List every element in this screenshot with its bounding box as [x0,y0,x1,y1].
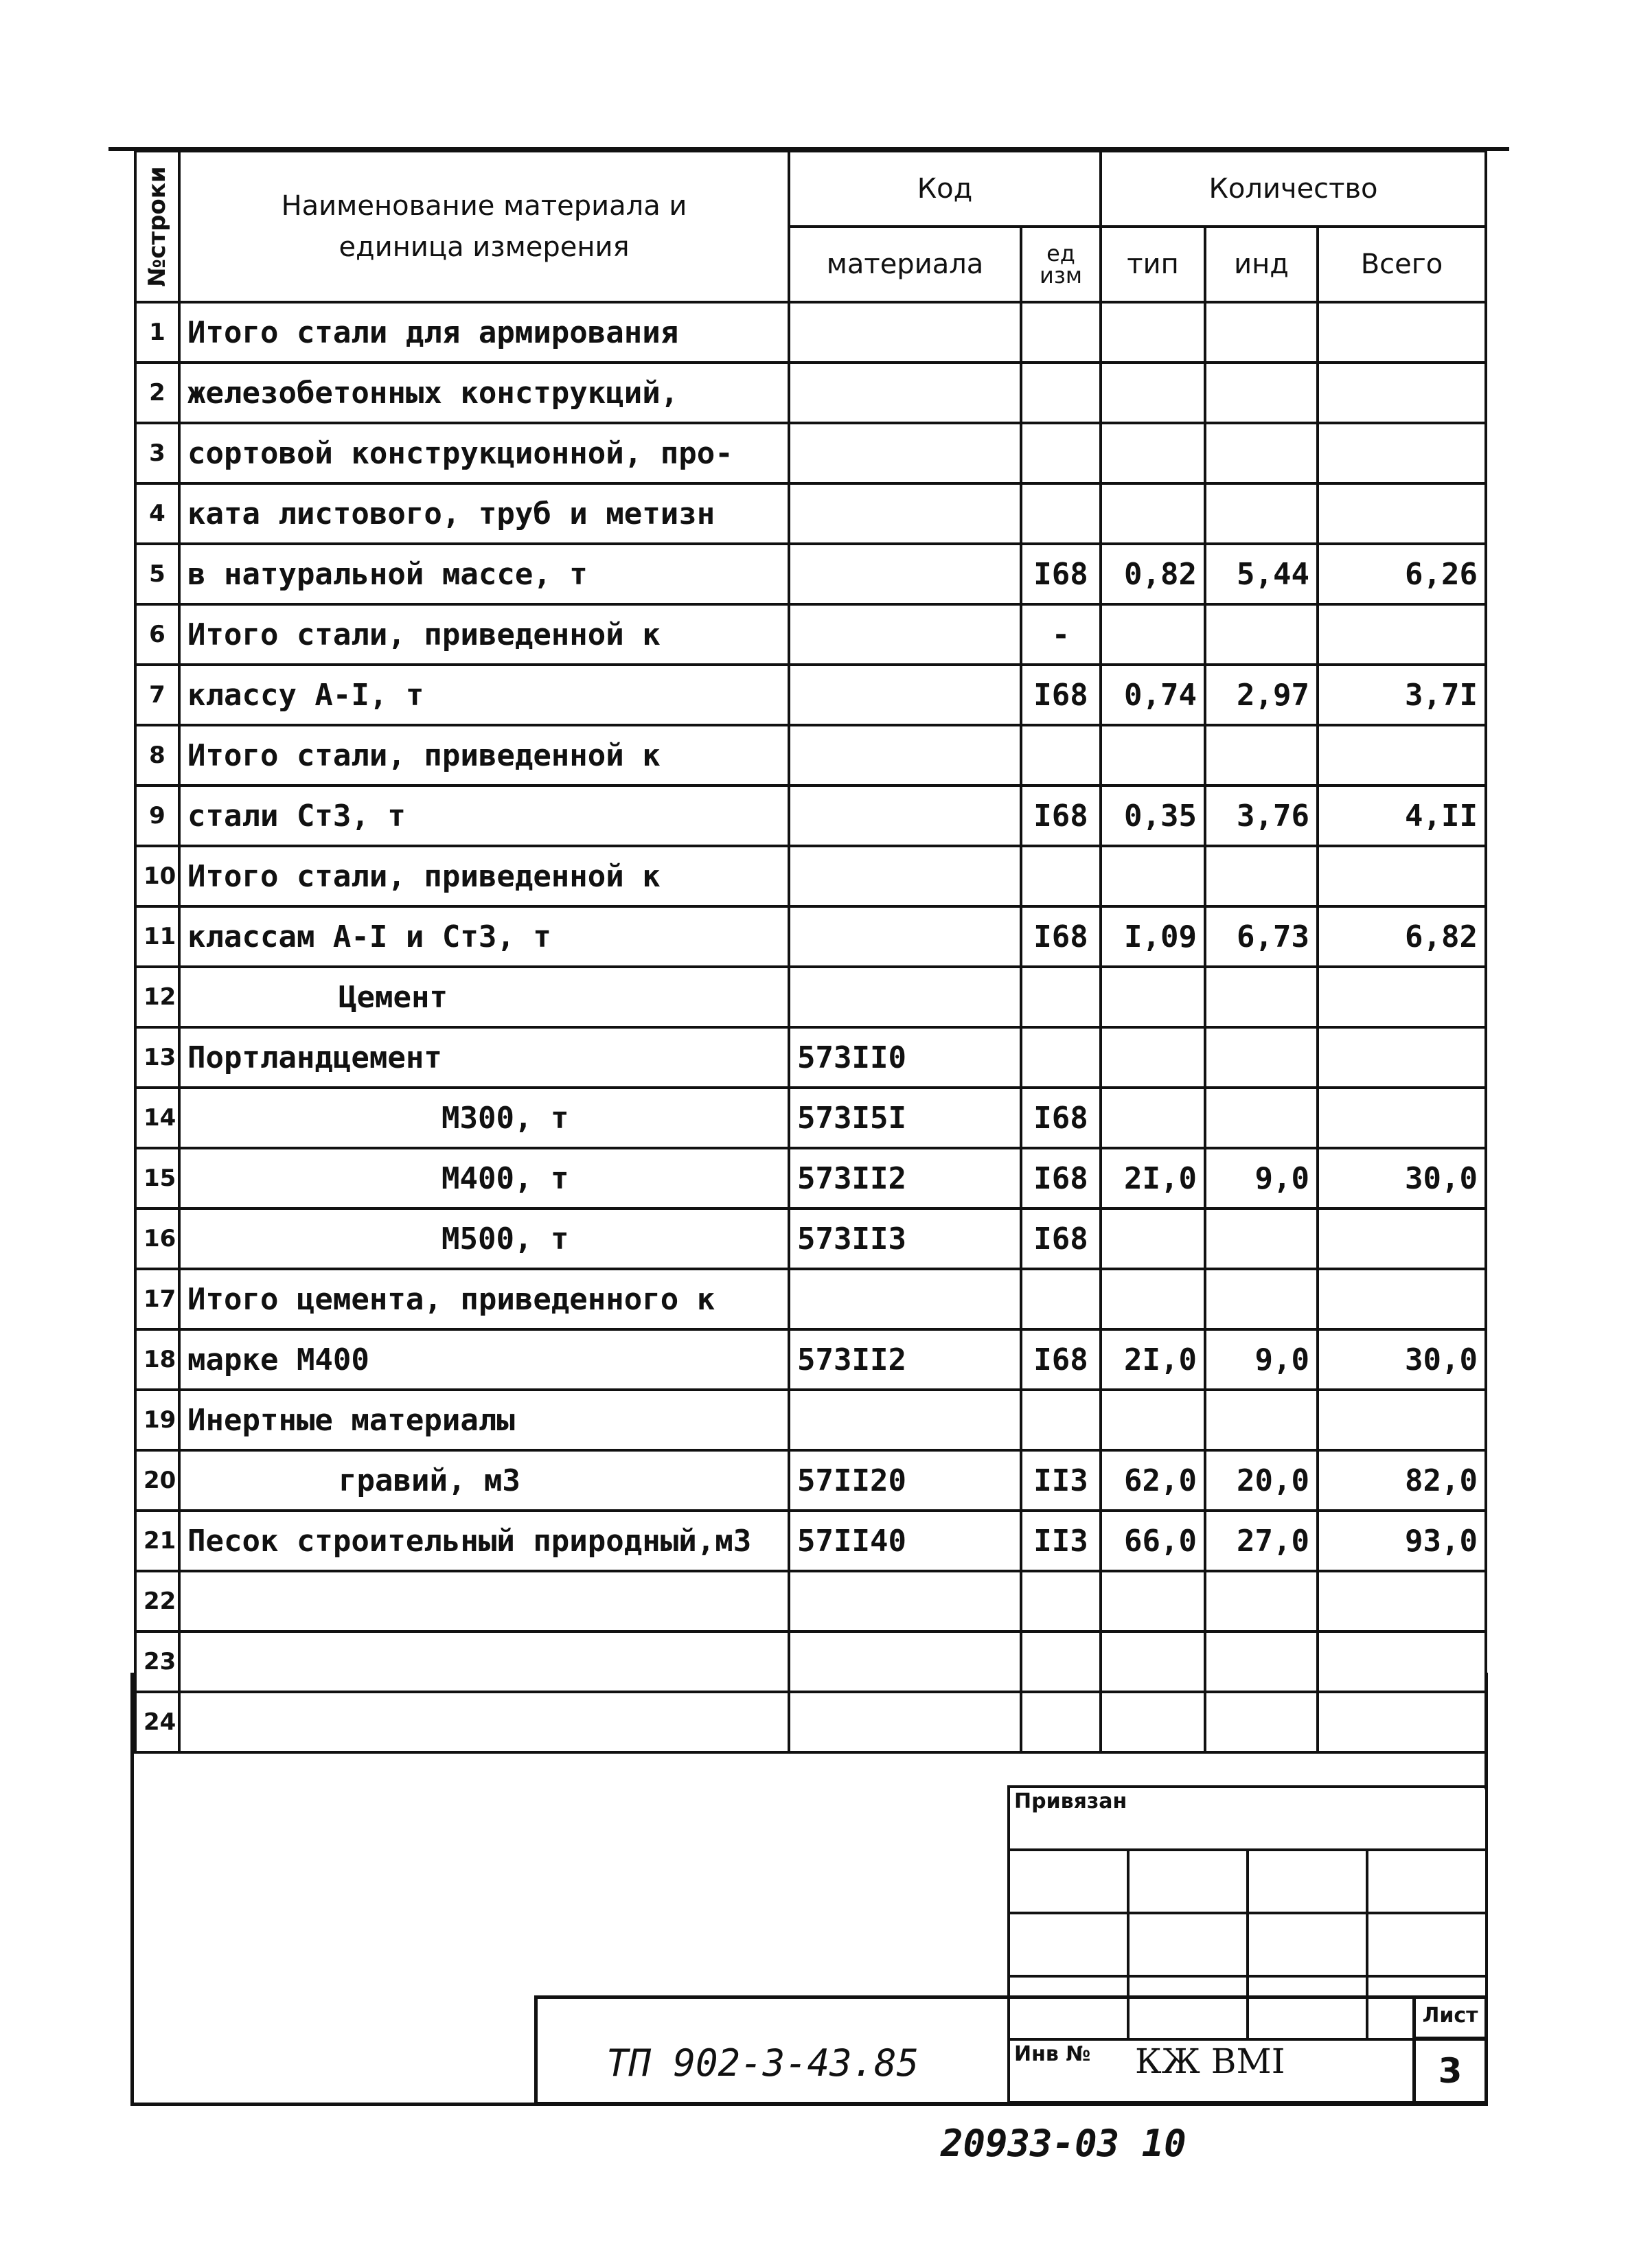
row-name: Итого стали для армирования [179,302,789,363]
sheet-label: Лист [1416,1995,1484,2040]
row-name: Портландцемент [179,1027,789,1088]
row-number: 9 [135,786,179,846]
row-unit-code: I68 [1021,786,1101,846]
row-qty-total [1318,1088,1486,1148]
row-number: 14 [135,1088,179,1148]
row-qty-ind [1205,423,1318,483]
row-material-code [789,1692,1021,1752]
row-number: 2 [135,363,179,423]
row-material-code [789,1571,1021,1631]
row-name: Итого стали, приведенной к [179,604,789,665]
row-qty-typ [1101,1209,1205,1269]
row-qty-total [1318,1209,1486,1269]
table-row [135,725,1486,786]
row-qty-total [1318,1390,1486,1450]
row-unit-code [1021,1631,1101,1692]
row-unit-code [1021,1027,1101,1088]
row-number: 20 [135,1450,179,1511]
row-qty-typ [1101,1088,1205,1148]
row-material-code [789,423,1021,483]
row-material-code [789,846,1021,906]
row-unit-code: II3 [1021,1511,1101,1571]
row-number: 19 [135,1390,179,1450]
row-material-code [789,302,1021,363]
row-qty-typ [1101,846,1205,906]
table-row [135,1571,1486,1631]
binding-label: Привязан [1009,1787,1487,1850]
table-row [135,1088,1486,1148]
row-qty-ind [1205,1269,1318,1329]
row-qty-ind [1205,604,1318,665]
table-row [135,1511,1486,1571]
row-qty-ind: 2,97 [1205,665,1318,725]
row-name: марке М400 [179,1329,789,1390]
row-unit-code [1021,363,1101,423]
row-qty-typ: 0,35 [1101,786,1205,846]
row-name: Итого стали, приведенной к [179,846,789,906]
row-qty-ind [1205,1209,1318,1269]
bottom-border-line [130,2103,1488,2106]
row-material-code [789,1390,1021,1450]
row-qty-total [1318,1571,1486,1631]
table-row [135,786,1486,846]
row-material-code [789,363,1021,423]
row-qty-ind [1205,967,1318,1027]
row-qty-typ [1101,1269,1205,1329]
row-material-code [789,906,1021,967]
frame-left [130,1673,134,2105]
row-qty-typ [1101,423,1205,483]
row-material-code [789,1269,1021,1329]
row-qty-total [1318,1027,1486,1088]
row-number: 24 [135,1692,179,1752]
row-qty-ind [1205,1390,1318,1450]
header-unit: ед изм [1021,227,1101,302]
header-typ: тип [1101,227,1205,302]
row-number: 21 [135,1511,179,1571]
row-qty-total [1318,1269,1486,1329]
row-qty-ind [1205,725,1318,786]
row-name: М400, т [179,1148,789,1209]
materials-table [134,150,1487,1754]
row-name: в натуральной массе, т [179,544,789,604]
row-qty-ind: 27,0 [1205,1511,1318,1571]
row-qty-total: 93,0 [1318,1511,1486,1571]
row-qty-ind [1205,1631,1318,1692]
archive-number: 20933-03 10 [941,2122,1186,2165]
row-unit-code: I68 [1021,1329,1101,1390]
row-qty-total [1318,725,1486,786]
row-qty-typ: 66,0 [1101,1511,1205,1571]
row-qty-total: 30,0 [1318,1329,1486,1390]
row-qty-ind: 20,0 [1205,1450,1318,1511]
row-name [179,1631,789,1692]
header-name: Наименование материала и единица измерения [179,151,789,302]
row-name: М500, т [179,1209,789,1269]
row-qty-total: 3,7I [1318,665,1486,725]
row-material-code [789,604,1021,665]
row-material-code [789,665,1021,725]
row-name: классам А-I и Ст3, т [179,906,789,967]
row-qty-total: 6,82 [1318,906,1486,967]
title-block [534,1995,1488,2105]
table-row [135,483,1486,544]
table-row [135,1269,1486,1329]
row-qty-total: 82,0 [1318,1450,1486,1511]
row-unit-code [1021,1692,1101,1752]
row-unit-code: II3 [1021,1450,1101,1511]
row-name: Итого цемента, приведенного к [179,1269,789,1329]
row-qty-total [1318,1631,1486,1692]
sheet-cell [1412,1995,1484,2105]
row-name: Инертные материалы [179,1390,789,1450]
row-name [179,1571,789,1631]
row-number: 5 [135,544,179,604]
table-row [135,1692,1486,1752]
row-qty-ind: 9,0 [1205,1148,1318,1209]
header-ind: инд [1205,227,1318,302]
row-qty-typ [1101,483,1205,544]
row-unit-code: I68 [1021,1148,1101,1209]
table-row [135,1148,1486,1209]
row-qty-ind [1205,1088,1318,1148]
header-total: Всего [1318,227,1486,302]
header-code-group: Код [789,151,1101,227]
row-qty-typ [1101,1692,1205,1752]
row-qty-typ: 0,82 [1101,544,1205,604]
row-qty-ind [1205,1027,1318,1088]
table-row [135,665,1486,725]
row-material-code: 573II0 [789,1027,1021,1088]
table-body [135,302,1486,1752]
frame-right [1484,1673,1488,1789]
row-material-code [789,483,1021,544]
table-row [135,967,1486,1027]
header-qty-group: Количество [1101,151,1486,227]
row-qty-typ [1101,604,1205,665]
row-name [179,1692,789,1752]
row-material-code [789,1631,1021,1692]
row-qty-ind: 9,0 [1205,1329,1318,1390]
header-code-material: материала [789,227,1021,302]
row-qty-typ: 0,74 [1101,665,1205,725]
row-qty-total [1318,302,1486,363]
row-name: Итого стали, приведенной к [179,725,789,786]
table-row [135,846,1486,906]
row-qty-total: 6,26 [1318,544,1486,604]
row-qty-typ [1101,1027,1205,1088]
row-unit-code: I68 [1021,544,1101,604]
row-qty-typ [1101,302,1205,363]
row-number: 4 [135,483,179,544]
row-name: гравий, м3 [179,1450,789,1511]
row-qty-ind [1205,1571,1318,1631]
header-row-number: №строки [135,151,179,302]
row-unit-code [1021,1269,1101,1329]
row-unit-code [1021,967,1101,1027]
row-unit-code: I68 [1021,1088,1101,1148]
row-number: 7 [135,665,179,725]
row-number: 11 [135,906,179,967]
row-qty-total [1318,846,1486,906]
row-qty-ind: 6,73 [1205,906,1318,967]
table-row [135,544,1486,604]
row-number: 18 [135,1329,179,1390]
row-number: 23 [135,1631,179,1692]
row-name: М300, т [179,1088,789,1148]
table-row [135,1027,1486,1088]
row-qty-ind [1205,483,1318,544]
row-qty-typ: 62,0 [1101,1450,1205,1511]
row-unit-code [1021,725,1101,786]
row-qty-typ [1101,1631,1205,1692]
row-qty-ind [1205,1692,1318,1752]
inventory-number-label: Инв № [1009,2039,1487,2103]
row-qty-typ: 2I,0 [1101,1148,1205,1209]
row-material-code: 57II40 [789,1511,1021,1571]
row-material-code: 57II20 [789,1450,1021,1511]
row-qty-ind: 3,76 [1205,786,1318,846]
row-qty-typ: I,09 [1101,906,1205,967]
table-row [135,363,1486,423]
row-material-code: 573II2 [789,1329,1021,1390]
table-row [135,1450,1486,1511]
row-unit-code [1021,483,1101,544]
row-unit-code [1021,423,1101,483]
row-qty-typ: 2I,0 [1101,1329,1205,1390]
table-row [135,423,1486,483]
row-number: 3 [135,423,179,483]
row-qty-typ [1101,1571,1205,1631]
table-row [135,604,1486,665]
row-name: классу А-I, т [179,665,789,725]
row-number: 13 [135,1027,179,1088]
row-number: 15 [135,1148,179,1209]
row-name: стали Ст3, т [179,786,789,846]
table-row [135,1631,1486,1692]
row-name: Цемент [179,967,789,1027]
row-qty-total [1318,604,1486,665]
row-number: 6 [135,604,179,665]
row-number: 1 [135,302,179,363]
row-qty-typ [1101,967,1205,1027]
row-qty-total [1318,967,1486,1027]
row-material-code [789,725,1021,786]
row-unit-code: - [1021,604,1101,665]
row-qty-total [1318,363,1486,423]
row-unit-code [1021,302,1101,363]
row-qty-typ [1101,725,1205,786]
row-name: железобетонных конструкций, [179,363,789,423]
table-row [135,906,1486,967]
row-unit-code: I68 [1021,1209,1101,1269]
row-material-code [789,544,1021,604]
row-qty-total: 4,II [1318,786,1486,846]
row-qty-ind: 5,44 [1205,544,1318,604]
row-qty-total [1318,423,1486,483]
table-row [135,1209,1486,1269]
row-name: ката листового, труб и метизн [179,483,789,544]
table-row [135,1329,1486,1390]
row-number: 17 [135,1269,179,1329]
row-unit-code [1021,1571,1101,1631]
row-number: 8 [135,725,179,786]
row-material-code [789,967,1021,1027]
row-number: 10 [135,846,179,906]
row-material-code [789,786,1021,846]
row-number: 16 [135,1209,179,1269]
row-unit-code: I68 [1021,906,1101,967]
row-number: 12 [135,967,179,1027]
row-qty-typ [1101,363,1205,423]
row-name: Песок строительный природный,м3 [179,1511,789,1571]
document-code: ТП 902-3-43.85 [606,2041,919,2085]
row-material-code: 573I5I [789,1088,1021,1148]
row-qty-typ [1101,1390,1205,1450]
row-qty-total [1318,1692,1486,1752]
table-row [135,1390,1486,1450]
row-unit-code [1021,1390,1101,1450]
table-row [135,302,1486,363]
document-mark: КЖ ВМI [1135,2041,1285,2081]
sheet-number: 3 [1438,2051,1463,2091]
row-material-code: 573II2 [789,1148,1021,1209]
row-qty-total: 30,0 [1318,1148,1486,1209]
row-qty-ind [1205,302,1318,363]
row-qty-ind [1205,846,1318,906]
row-unit-code [1021,846,1101,906]
row-material-code: 573II3 [789,1209,1021,1269]
row-qty-total [1318,483,1486,544]
row-number: 22 [135,1571,179,1631]
row-unit-code: I68 [1021,665,1101,725]
row-name: сортовой конструкционной, про- [179,423,789,483]
row-qty-ind [1205,363,1318,423]
